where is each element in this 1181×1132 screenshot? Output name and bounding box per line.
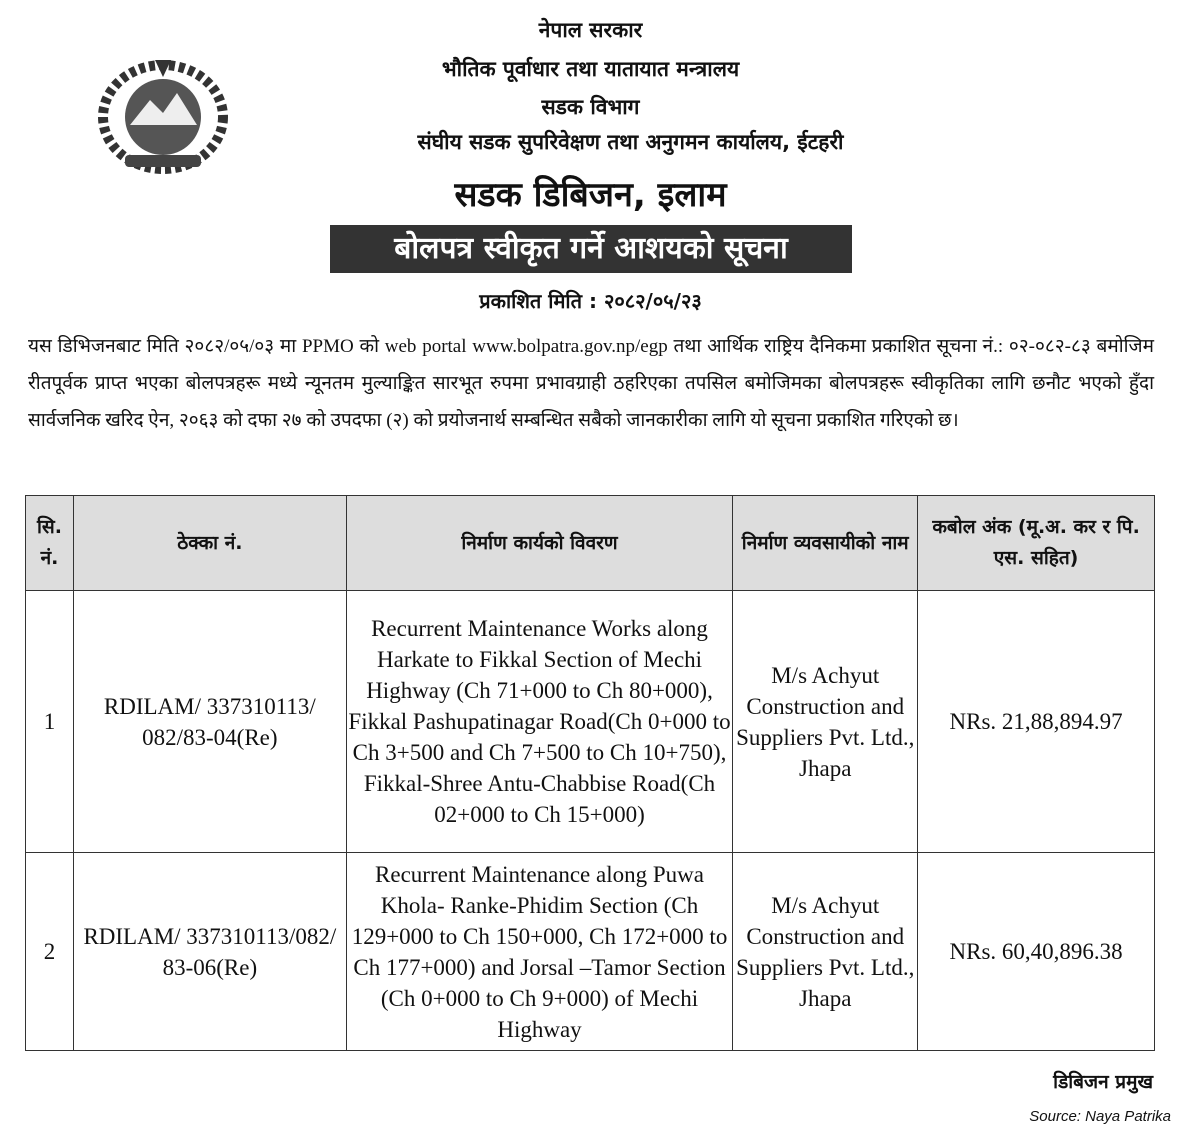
cell-contractor: M/s Achyut Construction and Suppliers Pvt. Ltd., Jhapa (733, 853, 918, 1051)
division-name: सडक डिबिजन, इलाम (454, 175, 727, 215)
table-row (26, 591, 1155, 853)
bid-table (25, 495, 1155, 1051)
cell-amount: NRs. 60,40,896.38 (918, 853, 1155, 1051)
government-name: नेपाल सरकार (538, 18, 643, 42)
source-credit: Source: Naya Patrika (1029, 1108, 1171, 1125)
cell-sn: 2 (26, 853, 74, 1051)
col-bid-amount: कबोल अंक (मू.अ. कर र पि. एस. सहित) (918, 496, 1155, 591)
office-name: संघीय सडक सुपरिवेक्षण तथा अनुगमन कार्यालय, ईटहरी (417, 130, 844, 154)
col-sn: सि. नं. (26, 496, 74, 591)
cell-sn: 1 (26, 591, 74, 853)
cell-contractor: M/s Achyut Construction and Suppliers Pvt. Ltd., Jhapa (733, 591, 918, 853)
col-work-description: निर्माण कार्यको विवरण (346, 496, 733, 591)
signature-title: डिबिजन प्रमुख (1053, 1071, 1153, 1093)
cell-amount: NRs. 21,88,894.97 (918, 591, 1155, 853)
table-row (26, 853, 1155, 1051)
cell-contract-no: RDILAM/ 337310113/082/ 83-06(Re) (73, 853, 346, 1051)
department-name: सडक विभाग (541, 95, 640, 119)
ministry-name: भौतिक पूर्वाधार तथा यातायात मन्त्रालय (441, 57, 740, 81)
published-date: प्रकाशित मिति : २०८२/०५/२३ (479, 289, 702, 313)
col-contract-no: ठेक्का नं. (73, 496, 346, 591)
cell-description: Recurrent Maintenance Works along Harkate to Fikkal Section of Mechi Highway (Ch 71+000 to Ch 80+000), Fikkal Pashupatinagar Road(Ch 0+000 to Ch 3+500 and Ch 7+500 to Ch 10+750), Fikkal-Shree Antu-Chabbise Road(Ch 02+000 to Ch 15+000) (346, 591, 733, 853)
table-header-row (26, 496, 1155, 591)
cell-contract-no: RDILAM/ 337310113/ 082/83-04(Re) (73, 591, 346, 853)
notice-title: बोलपत्र स्वीकृत गर्ने आशयको सूचना (330, 225, 852, 273)
col-contractor: निर्माण व्यवसायीको नाम (733, 496, 918, 591)
cell-description: Recurrent Maintenance along Puwa Khola- Ranke-Phidim Section (Ch 129+000 to Ch 150+000, Ch 172+000 to Ch 177+000) and Jorsal –Tamor Section (Ch 0+000 to Ch 9+000) of Mechi Highway (346, 853, 733, 1051)
notice-body: यस डिभिजनबाट मिति २०८२/०५/०३ मा PPMO को web portal www.bolpatra.gov.np/egp तथा आर्थिक राष्ट्रिय दैनिकमा प्रकाशित सूचना नं.: ०२-०८२-८३ बमोजिम रीतपूर्वक प्राप्त भएका बोलपत्रहरू मध्ये न्यूनतम मुल्याङ्कित सारभूत रुपमा प्रभावग्राही ठहरिएका तपसिल बमोजिमका बोलपत्रहरू स्वीकृतिका लागि छनौट भएको हुँदा सार्वजनिक खरिद ऐन, २०६३ को दफा २७ को उपदफा (२) को प्रयोजनार्थ सम्बन्धित सबैको जानकारीका लागि यो सूचना प्रकाशित गरिएको छ। (28, 336, 1154, 431)
